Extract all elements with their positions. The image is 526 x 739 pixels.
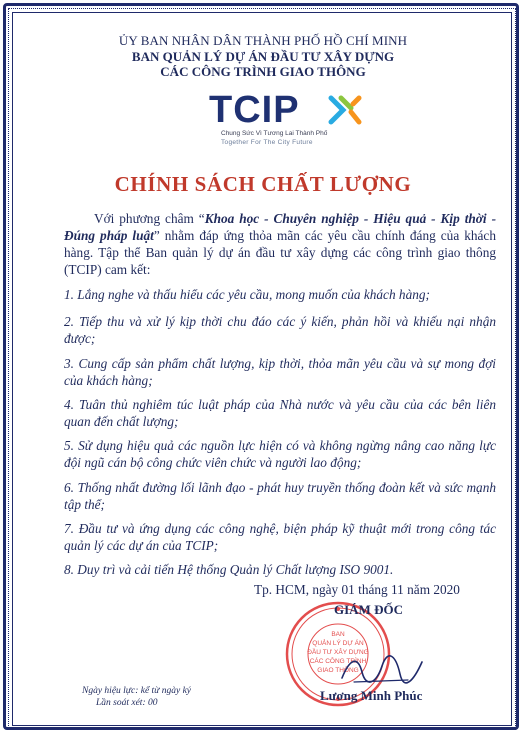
- document-title: CHÍNH SÁCH CHẤT LƯỢNG: [114, 172, 412, 196]
- logo-tagline-vi: Chung Sức Vì Tương Lai Thành Phố: [221, 130, 328, 137]
- seal-line: ĐẦU TƯ XÂY DỰNG: [307, 649, 369, 656]
- signer-position: GIÁM ĐỐC: [334, 602, 403, 617]
- commitment-item: 2. Tiếp thu và xử lý kịp thời chu đáo các ý kiến, phản hồi và khiếu nại nhận được;: [64, 314, 496, 346]
- seal-line: QUẢN LÝ DỰ ÁN: [312, 640, 364, 647]
- intro-prefix: Với phương châm “: [94, 211, 205, 226]
- issuer-line-2: BAN QUẢN LÝ DỰ ÁN ĐẦU TƯ XÂY DỰNG: [131, 49, 395, 64]
- commitment-item: 8. Duy trì và cải tiến Hệ thống Quản lý Chất lượng ISO 9001.: [64, 562, 394, 577]
- commitment-item: 5. Sử dụng hiệu quả các nguồn lực hiện có và không ngừng nâng cao năng lực đội ngũ cán bộ công chức viên chức và người lao động;: [64, 438, 496, 470]
- intro-paragraph: [64, 210, 496, 278]
- seal-line: GIAO THÔNG: [317, 667, 359, 674]
- issuer-line-1: ỦY BAN NHÂN DÂN THÀNH PHỐ HỒ CHÍ MINH: [118, 33, 408, 48]
- handwritten-signature: [336, 650, 426, 690]
- commitment-item: 6. Thống nhất đường lối lãnh đạo - phát huy truyền thống đoàn kết và sức mạnh tập thể;: [64, 480, 496, 512]
- logo-tagline-en: Together For The City Future: [221, 139, 313, 146]
- seal-line: CÁC CÔNG TRÌNH: [309, 658, 367, 665]
- commitment-item: 7. Đầu tư và ứng dụng các công nghệ, biện pháp kỹ thuật mới trong công tác quản lý các dự án của TCIP;: [64, 521, 496, 553]
- effective-date-note: Ngày hiệu lực: kể từ ngày ký: [82, 686, 192, 696]
- intro-suffix: ” nhằm đáp ứng thỏa mãn các yêu cầu chính đáng của khách hàng. Tập thể Ban quản lý dự án đầu tư xây dựng các công trình giao thông (TCIP) cam kết:: [64, 228, 496, 277]
- tcip-logo: [207, 88, 367, 150]
- seal-line: BAN: [331, 631, 345, 638]
- commitment-item: 4. Tuân thủ nghiêm túc luật pháp của Nhà nước và yêu cầu của các bên liên quan đến chất lượng;: [64, 397, 496, 429]
- intro-motto: Khoa học - Chuyên nghiệp - Hiệu quả - Kịp thời - Đúng pháp luật: [64, 211, 496, 243]
- signer-name: Lương Minh Phúc: [320, 688, 423, 703]
- revision-note: Lần soát xét: 00: [96, 698, 158, 708]
- issuer-line-3: CÁC CÔNG TRÌNH GIAO THÔNG: [160, 64, 366, 79]
- signing-date: Tp. HCM, ngày 01 tháng 11 năm 2020: [254, 582, 460, 597]
- logo-x-mark-icon: [327, 92, 363, 128]
- commitment-item: 1. Lắng nghe và thấu hiểu các yêu cầu, mong muốn của khách hàng;: [64, 287, 430, 302]
- commitment-item: 3. Cung cấp sản phẩm chất lượng, kịp thời, thỏa mãn yêu cầu và sự mong đợi của khách hàng;: [64, 356, 496, 388]
- logo-wordmark: TCIP: [209, 89, 300, 131]
